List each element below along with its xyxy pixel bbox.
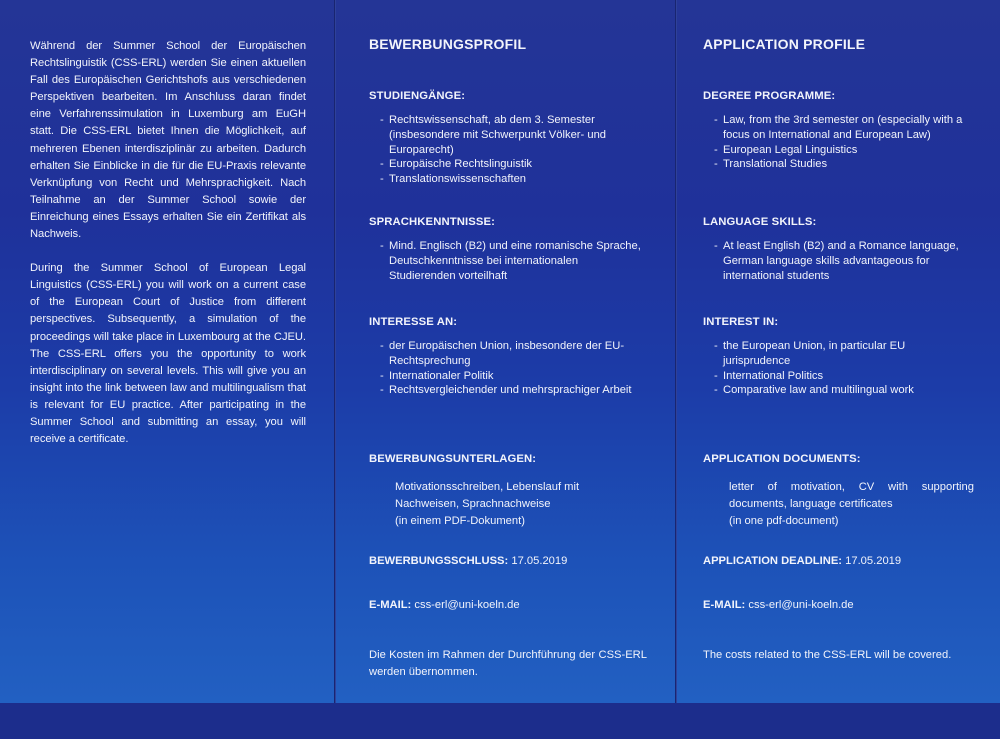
panel-title-en: APPLICATION PROFILE [703, 36, 866, 52]
section-heading: INTEREST IN: [703, 316, 779, 328]
list-item: - European Legal Linguistics [715, 143, 974, 158]
list-item: - Translationswissenschaften [381, 172, 647, 187]
intro-panel [0, 0, 334, 703]
intro-paragraph-de: Während der Summer School der Europäischen Rechtslinguistik (CSS-ERL) werden Sie einen aktuellen Fall des Europäischen Gerichtshofs aus verschiedenen Perspektiven bearbeiten. Im Anschluss daran findet eine Verfahrenssimulation in Luxemburg am EuGH statt. Die CSS-ERL bietet Ihnen die Möglichkeit, auf mehreren Ebenen interdisziplinär zu arbeiten. Dadurch erhalten Sie Einblicke in die für die EU-Praxis relevante Verknüpfung von Recht und Mehrsprachigkeit. Nach Teilnahme an der Summer School sowie der Einreichung eines Essays erhalten Sie ein Zertifikat als Nachweis. [30, 40, 306, 241]
application-profile-en-panel [677, 0, 1000, 703]
section-unterlagen [369, 453, 647, 530]
list-item: - Europäische Rechtslinguistik [381, 157, 647, 172]
section-heading: LANGUAGE SKILLS: [703, 216, 817, 228]
documents-line: letter of motivation, CV with supporting documents, language certificates [729, 481, 974, 510]
list-item: - Rechtsvergleichender und mehrsprachiger Arbeit [381, 383, 647, 398]
deadline-row-de [369, 555, 647, 567]
email-link[interactable]: css-erl@uni-koeln.de [748, 599, 854, 611]
list-item: - Translational Studies [715, 157, 974, 172]
cost-note-de: Die Kosten im Rahmen der Durchführung der CSS-ERL werden übernommen. [369, 649, 647, 678]
section-heading: SPRACHKENNTNISSE: [369, 216, 495, 228]
section-interest [703, 316, 974, 398]
panel-title-de: BEWERBUNGSPROFIL [369, 36, 527, 52]
intro-paragraph-en: During the Summer School of European Legal Linguistics (CSS-ERL) you will work on a current case of the European Court of Justice from different perspectives. Subsequently, a simulation of the proceedings will take place in Luxembourg at the CJEU. The CSS-ERL offers you the opportunity to work interdisciplinary on several levels. This will give you an insight into the link between law and multilingualism that is relevant for EU practice. After participating in the Summer School and submitting an essay, you will receive a certificate. [30, 262, 306, 446]
section-application-documents [703, 453, 974, 530]
documents-line: (in one pdf-document) [729, 515, 839, 527]
list-item: - Comparative law and multilingual work [715, 383, 974, 398]
section-degree-programme [703, 90, 974, 172]
deadline-label: BEWERBUNGSSCHLUSS: [369, 555, 509, 567]
section-heading: DEGREE PROGRAMME: [703, 90, 836, 102]
application-profile-de-panel [336, 0, 675, 703]
section-interesse [369, 316, 647, 398]
cost-note-en: The costs related to the CSS-ERL will be covered. [703, 649, 952, 661]
list-item: - Mind. Englisch (B2) und eine romanische Sprache, Deutschkenntnisse bei internationalen Studierenden vorteilhaft [381, 239, 647, 283]
documents-line: (in einem PDF-Dokument) [395, 515, 525, 527]
list-item: - At least English (B2) and a Romance language, German language skills advantageous for international students [715, 239, 974, 283]
documents-line: Nachweisen, Sprachnachweise [395, 498, 551, 510]
email-label: E-MAIL: [703, 599, 746, 611]
list-item: - International Politics [715, 369, 974, 384]
email-row-de [369, 599, 647, 611]
section-heading: APPLICATION DOCUMENTS: [703, 453, 861, 465]
deadline-label: APPLICATION DEADLINE: [703, 555, 843, 567]
list-item: - the European Union, in particular EU jurisprudence [715, 339, 974, 369]
section-language-skills [703, 216, 974, 283]
section-sprachkenntnisse [369, 216, 647, 283]
deadline-row-en [703, 555, 974, 567]
email-link[interactable]: css-erl@uni-koeln.de [414, 599, 520, 611]
email-label: E-MAIL: [369, 599, 412, 611]
section-heading: BEWERBUNGSUNTERLAGEN: [369, 453, 537, 465]
list-item: - Law, from the 3rd semester on (especially with a focus on International and European Law) [715, 113, 974, 143]
documents-line: Motivationsschreiben, Lebenslauf mit [395, 481, 580, 493]
deadline-value: 17.05.2019 [511, 555, 568, 567]
section-heading: STUDIENGÄNGE: [369, 90, 466, 102]
list-item: - Internationaler Politik [381, 369, 647, 384]
email-row-en [703, 599, 974, 611]
deadline-value: 17.05.2019 [845, 555, 902, 567]
list-item: - der Europäischen Union, insbesondere der EU-Rechtsprechung [381, 339, 647, 369]
list-item: - Rechtswissenschaft, ab dem 3. Semester (insbesondere mit Schwerpunkt Völker- und Europarecht) [381, 113, 647, 157]
section-heading: INTERESSE AN: [369, 316, 458, 328]
section-studiengaenge [369, 90, 647, 187]
